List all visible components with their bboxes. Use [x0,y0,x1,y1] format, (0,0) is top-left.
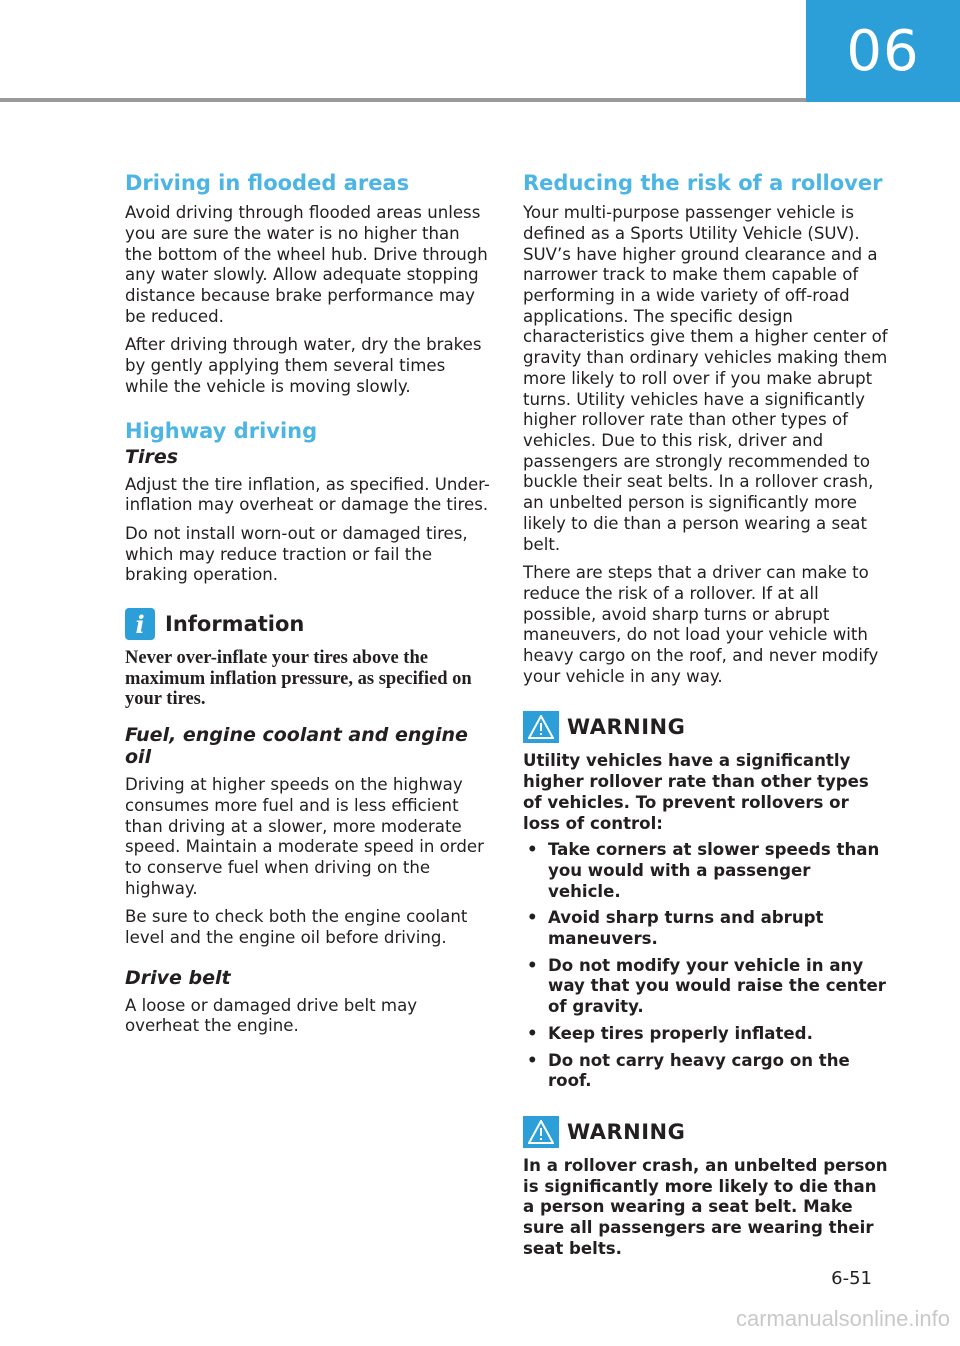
warning-list [523,840,888,1092]
fuel-heading: Fuel, engine coolant and engine oil [125,723,468,769]
list-item: • Do not modify your vehicle in any way that you would raise the center of gravity. [523,956,888,1018]
tires-paragraph-2: Do not install worn-out or damaged tires, which may reduce traction or fail the braking operation. [125,524,468,585]
flooded-paragraph-1: Avoid driving through flooded areas unless you are sure the water is no higher than the bottom of the wheel hub. Drive through any water slowly. Allow adequate stopping distance because brake performance may be reduced. [125,203,488,326]
warning-header-2 [523,1116,888,1148]
right-column [523,170,888,1265]
fuel-paragraph-1: Driving at higher speeds on the highway consumes more fuel and is less efficient than driving at a slower, more moderate speed. Maintain a moderate speed in order to conserve fuel when driving on the highway. [125,775,484,898]
information-title: Information [165,612,305,637]
tires-paragraph-1: Adjust the tire inflation, as specified. Under-inflation may overheat or damage the tires. [125,474,490,515]
information-text: Never over-inflate your tires above the maximum inflation pressure, as specified on your tires. [125,648,472,710]
information-header [125,608,490,640]
rollover-paragraph-1: Your multi-purpose passenger vehicle is defined as a Sports Utility Vehicle (SUV). SUV’s have higher ground clearance and a narrower track to make them capable of performing in a wide variety of off-road applications. The specific design characteristics give them a higher center of gravity than ordinary vehicles making them more likely to roll over if you make abrupt turns. Utility vehicles have a significantly higher rollover rate than other types of vehicles. Due to this risk, driver and passengers are strongly recommended to buckle their seat belts. In a rollover crash, an unbelted person is significantly more likely to die than a person wearing a seat belt. [523,203,888,554]
rollover-heading: Reducing the risk of a rollover [523,171,883,195]
fuel-paragraph-2: Be sure to check both the engine coolant level and the engine oil before driving. [125,907,468,948]
drive-belt-heading: Drive belt [125,966,231,989]
list-item: • Keep tires properly inflated. [523,1024,888,1045]
warning-title-1: WARNING [567,715,686,740]
warning-title-2: WARNING [567,1119,686,1144]
list-item: • Do not carry heavy cargo on the roof. [523,1051,888,1092]
rollover-paragraph-2: There are steps that a driver can make to reduce the risk of a rollover. If at all possible, avoid sharp turns or abrupt maneuvers, do not load your vehicle with heavy cargo on the roof, and never modify your vehicle in any way. [523,563,879,686]
flooded-heading: Driving in flooded areas [125,171,410,195]
list-item: • Take corners at slower speeds than you would with a passenger vehicle. [523,840,888,902]
warning-text-2: In a rollover crash, an unbelted person is significantly more likely to die than a person wearing a seat belt. Make sure all passengers are wearing their seat belts. [523,1155,888,1258]
flooded-paragraph-2: After driving through water, dry the brakes by gently applying them several times while the vehicle is moving slowly. [125,335,482,396]
page-number: 6-51 [831,1268,872,1289]
chapter-tab: 06 [806,0,960,102]
tires-heading: Tires [125,445,179,468]
warning-header-1 [523,711,888,743]
watermark: carmanualsonline.info [735,1306,950,1331]
highway-heading: Highway driving [125,418,318,443]
warning-icon [523,1116,559,1148]
info-icon: i [125,608,155,640]
list-item: • Avoid sharp turns and abrupt maneuvers. [523,908,888,949]
header-rule [0,98,806,102]
warning-icon [523,711,559,743]
left-column [125,170,490,1045]
warning-intro-1: Utility vehicles have a significantly higher rollover rate than other types of vehicles. To prevent rollovers or loss of control: [523,751,869,833]
drive-belt-paragraph: A loose or damaged drive belt may overheat the engine. [125,995,418,1036]
